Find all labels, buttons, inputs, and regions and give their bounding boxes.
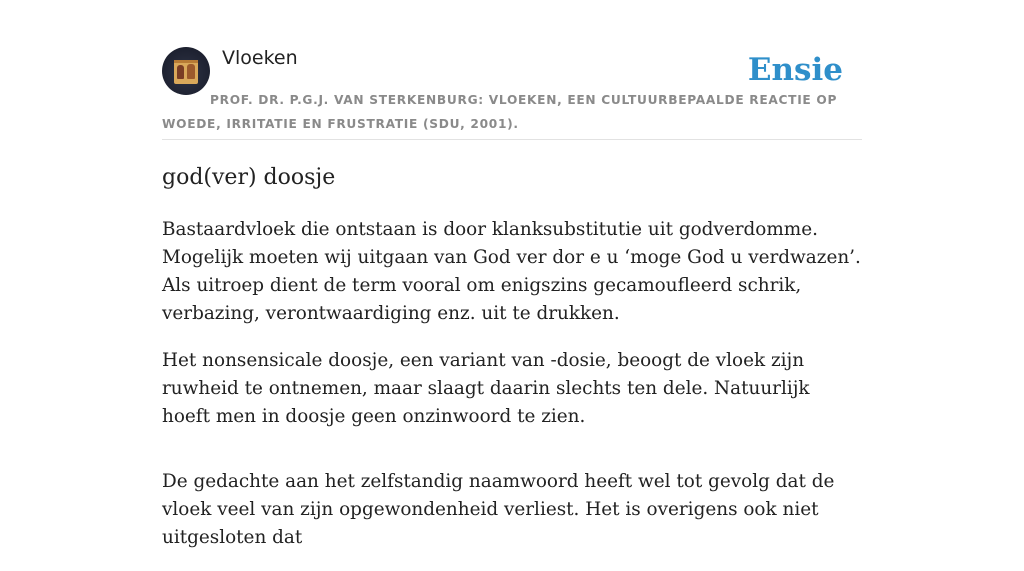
entry-heading: god(ver) doosje [162,165,336,190]
entry-paragraph: De gedachte aan het zelfstandig naamwoord heeft wel tot gevolg dat de vloek veel van zijn opgewondenheid verliest. Het is overigens ook niet uitgesloten dat [162,471,835,548]
book-cover-image [174,60,198,84]
source-citation: PROF. DR. P.G.J. VAN STERKENBURG: VLOEKEN, EEN CULTUURBEPAALDE REACTIE OP WOEDE, IRRITATIE EN FRUSTRATIE (SDU, 2001). [162,93,838,131]
entry-header [162,46,862,140]
book-cover-band [174,60,198,63]
entry-paragraph: Bastaardvloek die ontstaan is door klanksubstitutie uit godverdomme. Mogelijk moeten wij uitgaan van God ver dor e u ‘moge God u verdwazen’. Als uitroep dient de term vooral om enigszins gecamoufleerd schrik, verbazing, verontwaardiging enz. uit te drukken. [162,219,861,324]
entry-paragraph: Het nonsensicale doosje, een variant van -dosie, beoogt de vloek zijn ruwheid te ontnemen, maar slaagt daarin slechts ten dele. Natuurlijk hoeft men in doosje geen onzinwoord te zien. [162,350,810,427]
ensie-logo[interactable]: Ensie [747,52,843,88]
entry-body [162,216,862,571]
dictionary-title[interactable]: Vloeken [222,47,298,69]
